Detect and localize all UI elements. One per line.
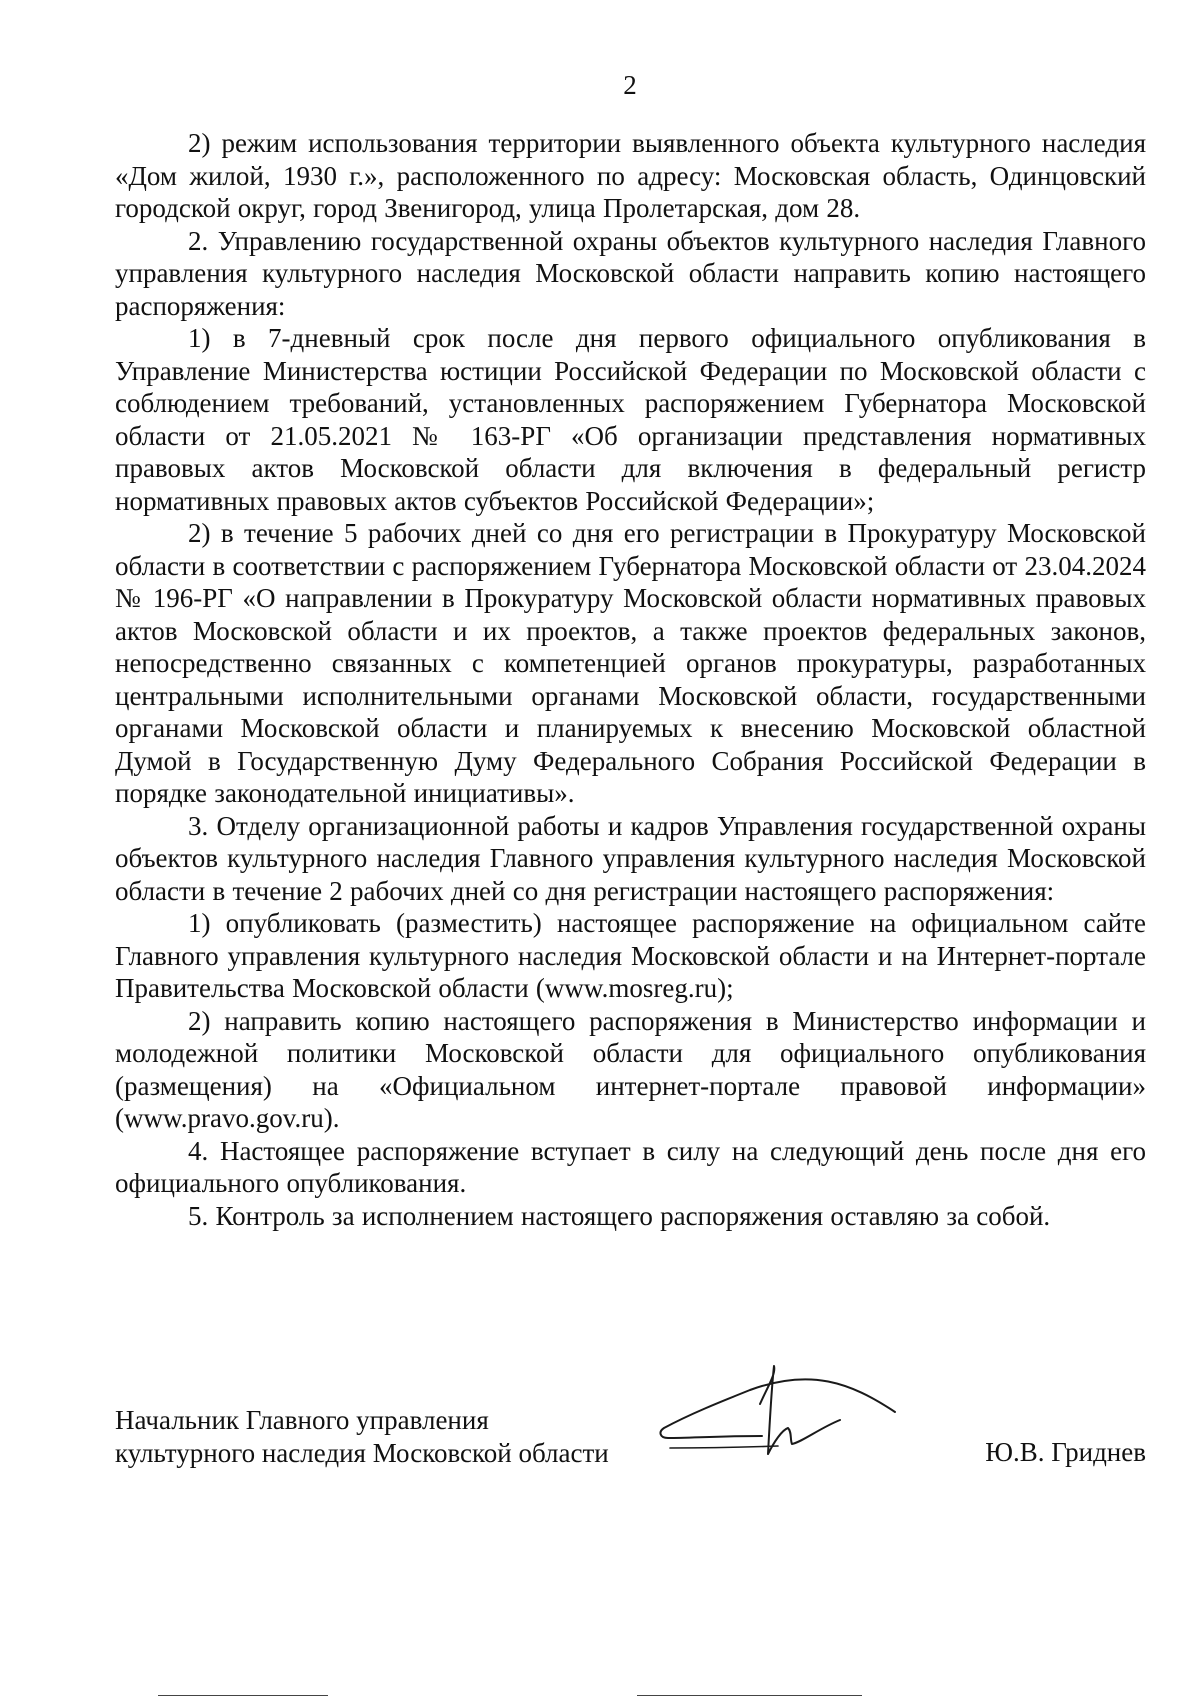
footer-rule-right: [637, 1695, 862, 1696]
signatory-position-line-1: Начальник Главного управления: [115, 1405, 489, 1435]
page-number: 2: [623, 70, 637, 100]
paragraph-item-2-regime: 2) режим использования территории выявленного объекта культурного наследия «Дом жилой, 1930 г.», расположенного по адресу: Московская область, Одинцовский городской округ, город Звенигород, улица Пролетарская, дом 28.: [115, 128, 1146, 223]
paragraph-section-3-item-1: 1) опубликовать (разместить) настоящее распоряжение на официальном сайте Главного управления культурного наследия Московской области и на Интернет-портале Правительства Московской области (www.mosreg.ru);: [115, 908, 1146, 1003]
paragraph-section-2-item-1: 1) в 7-дневный срок после дня первого официального опубликования в Управление Министерства юстиции Российской Федерации по Московской области с соблюдением требований, установленных распоряжением Губернатора Московской области от 21.05.2021 № 163-РГ «Об организации представления нормативных правовых актов Московской области для включения в федеральный регистр нормативных правовых актов субъектов Российской Федерации»;: [115, 323, 1146, 516]
paragraph-section-2: 2. Управлению государственной охраны объектов культурного наследия Главного управления культурного наследия Московской области направить копию настоящего распоряжения:: [115, 225, 1146, 321]
footer-rule-left: [158, 1695, 328, 1696]
paragraph-section-5: 5. Контроль за исполнением настоящего распоряжения оставляю за собой.: [188, 1200, 1051, 1231]
paragraph-section-3-item-2: 2) направить копию настоящего распоряжения в Министерство информации и молодежной политики Московской области для официального опубликования (размещения) на «Официальном интернет-портале правовой информации» (www.pravo.gov.ru).: [115, 1005, 1146, 1133]
document-body: [115, 127, 1146, 1232]
paragraph-section-3: 3. Отделу организационной работы и кадров Управления государственной охраны объектов культурного наследия Главного управления культурного наследия Московской области в течение 2 рабочих дней со дня регистрации настоящего распоряжения:: [115, 810, 1146, 906]
paragraph-section-4: 4. Настоящее распоряжение вступает в силу на следующий день после дня его официального опубликования.: [115, 1135, 1146, 1198]
handwritten-signature: [650, 1356, 930, 1506]
signatory-position: [115, 1404, 609, 1469]
signatory-position-line-2: культурного наследия Московской области: [115, 1437, 609, 1468]
signatory-name: Ю.В. Гриднев: [985, 1437, 1146, 1467]
signature-block: [115, 1404, 1146, 1514]
paragraph-section-2-item-2: 2) в течение 5 рабочих дней со дня его регистрации в Прокуратуру Московской области в соответствии с распоряжением Губернатора Московской области от 23.04.2024 № 196-РГ «О направлении в Прокуратуру Московской области нормативных правовых актов Московской области и их проектов, а также проектов федеральных законов, непосредственно связанных с компетенцией органов прокуратуры, разработанных центральными исполнительными органами Московской области, государственными органами Московской области и планируемых к внесению Московской областной Думой в Государственную Думу Федерального Собрания Российской Федерации в порядке законодательной инициативы».: [115, 518, 1146, 808]
